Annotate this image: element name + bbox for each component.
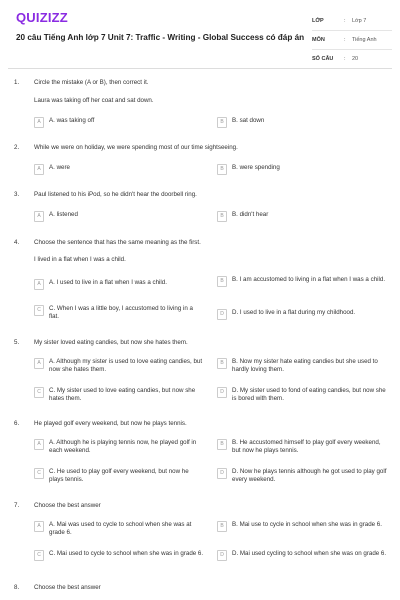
option-letter: A [34, 211, 44, 222]
quizizz-logo: QUIZIZZ [16, 10, 68, 25]
option-c[interactable] [34, 468, 204, 484]
question-number: 5. [14, 339, 20, 346]
option-letter: B [217, 358, 227, 369]
question-text: Circle the mistake (A or B), then correct it. [34, 79, 149, 86]
option-d[interactable] [217, 468, 387, 484]
option-a[interactable] [34, 439, 204, 455]
option-text: B. Mai use to cycle in school when she was in grade 6. [232, 521, 382, 528]
option-b[interactable] [217, 117, 387, 128]
option-text: A. Mai was used to cycle to school when she was at grade 6. [49, 521, 192, 536]
option-d[interactable] [217, 309, 387, 320]
option-letter: A [34, 279, 44, 290]
question-number: 4. [14, 239, 20, 246]
meta-key: LỚP [312, 18, 324, 24]
option-letter: D [217, 309, 227, 320]
option-text: A. Although my sister is used to love eating candies, but now she hates them. [49, 358, 203, 373]
option-b[interactable] [217, 358, 387, 374]
option-c[interactable] [34, 305, 204, 321]
option-text: B. sat down [232, 117, 265, 124]
meta-row-class: LỚP : Lớp 7 [312, 12, 392, 31]
option-text: B. I am accustomed to living in a flat when I was a child. [232, 276, 386, 283]
page-title: 20 câu Tiếng Anh lớp 7 Unit 7: Traffic - Writing - Global Success có đáp án [16, 33, 305, 42]
option-c[interactable] [34, 550, 204, 561]
option-letter: B [217, 439, 227, 450]
option-text: D. Mai used cycling to school when she was on grade 6. [232, 550, 387, 557]
option-a[interactable] [34, 117, 204, 128]
meta-value: Tiếng Anh [352, 37, 377, 43]
option-text: D. My sister used to fond of eating candies, but now she is bored with them. [232, 387, 386, 402]
question-text: While we were on holiday, we were spending most of our time sightseeing. [34, 144, 238, 151]
option-a[interactable] [34, 279, 204, 290]
meta-panel [312, 12, 392, 69]
question-number: 2. [14, 144, 20, 151]
meta-row-subject: MÔN : Tiếng Anh [312, 31, 392, 50]
option-letter: A [34, 117, 44, 128]
meta-row-count: SỐ CÂU : 20 [312, 50, 392, 69]
question-number: 6. [14, 420, 20, 427]
option-letter: A [34, 358, 44, 369]
option-a[interactable] [34, 521, 204, 537]
question-number: 1. [14, 79, 20, 86]
meta-key: MÔN [312, 37, 325, 43]
question-number: 8. [14, 584, 20, 591]
option-text: B. Now my sister hate eating candies but she used to hardly loving them. [232, 358, 378, 373]
question-number: 3. [14, 191, 20, 198]
option-text: B. He accustomed himself to play golf every weekend, but now he plays tennis. [232, 439, 381, 454]
question-text: Paul listened to his iPod, so he didn't hear the doorbell ring. [34, 191, 197, 198]
option-text: D. Now he plays tennis although he got used to play golf every weekend. [232, 468, 387, 483]
option-text: B. were spending [232, 164, 280, 171]
option-letter: A [34, 439, 44, 450]
option-text: C. When I was a little boy, I accustomed to living in a flat. [49, 305, 193, 320]
question-text: Choose the best answer [34, 502, 101, 509]
option-b[interactable] [217, 276, 387, 287]
option-a[interactable] [34, 211, 204, 222]
option-a[interactable] [34, 358, 204, 374]
option-text: C. My sister used to love eating candies, but now she hates them. [49, 387, 196, 402]
header-divider [8, 68, 392, 69]
option-d[interactable] [217, 387, 387, 403]
option-letter: C [34, 305, 44, 316]
question-text: He played golf every weekend, but now he plays tennis. [34, 420, 187, 427]
question-text: Choose the sentence that has the same meaning as the first. [34, 239, 201, 246]
option-letter: B [217, 521, 227, 532]
option-letter: C [34, 550, 44, 561]
option-letter: D [217, 468, 227, 479]
option-text: C. He used to play golf every weekend, but now he plays tennis. [49, 468, 189, 483]
option-text: A. were [49, 164, 70, 171]
option-text: A. I used to live in a flat when I was a child. [49, 279, 167, 286]
question-number: 7. [14, 502, 20, 509]
option-c[interactable] [34, 387, 204, 403]
option-text: C. Mai used to cycle to school when she was in grade 6. [49, 550, 204, 557]
option-letter: B [217, 276, 227, 287]
meta-key: SỐ CÂU [312, 56, 334, 62]
option-d[interactable] [217, 550, 387, 561]
option-b[interactable] [217, 439, 387, 455]
option-text: D. I used to live in a flat during my childhood. [232, 309, 356, 316]
option-letter: B [217, 117, 227, 128]
question-sentence: I lived in a flat when I was a child. [34, 256, 126, 263]
question-text: Choose the best answer [34, 584, 101, 591]
option-text: A. listened [49, 211, 78, 218]
option-letter: B [217, 164, 227, 175]
option-text: A. Although he is playing tennis now, he played golf in each weekend. [49, 439, 197, 454]
option-letter: C [34, 387, 44, 398]
option-letter: A [34, 521, 44, 532]
option-letter: D [217, 550, 227, 561]
question-sentence: Laura was taking off her coat and sat down. [34, 97, 154, 104]
option-letter: B [217, 211, 227, 222]
option-text: B. didn't hear [232, 211, 269, 218]
meta-value: 20 [352, 56, 359, 62]
option-letter: A [34, 164, 44, 175]
option-b[interactable] [217, 211, 387, 222]
option-letter: C [34, 468, 44, 479]
option-b[interactable] [217, 521, 387, 532]
option-letter: D [217, 387, 227, 398]
option-b[interactable] [217, 164, 387, 175]
meta-value: Lớp 7 [352, 18, 367, 24]
option-text: A. was taking off [49, 117, 95, 124]
question-text: My sister loved eating candies, but now she hates them. [34, 339, 188, 346]
option-a[interactable] [34, 164, 204, 175]
